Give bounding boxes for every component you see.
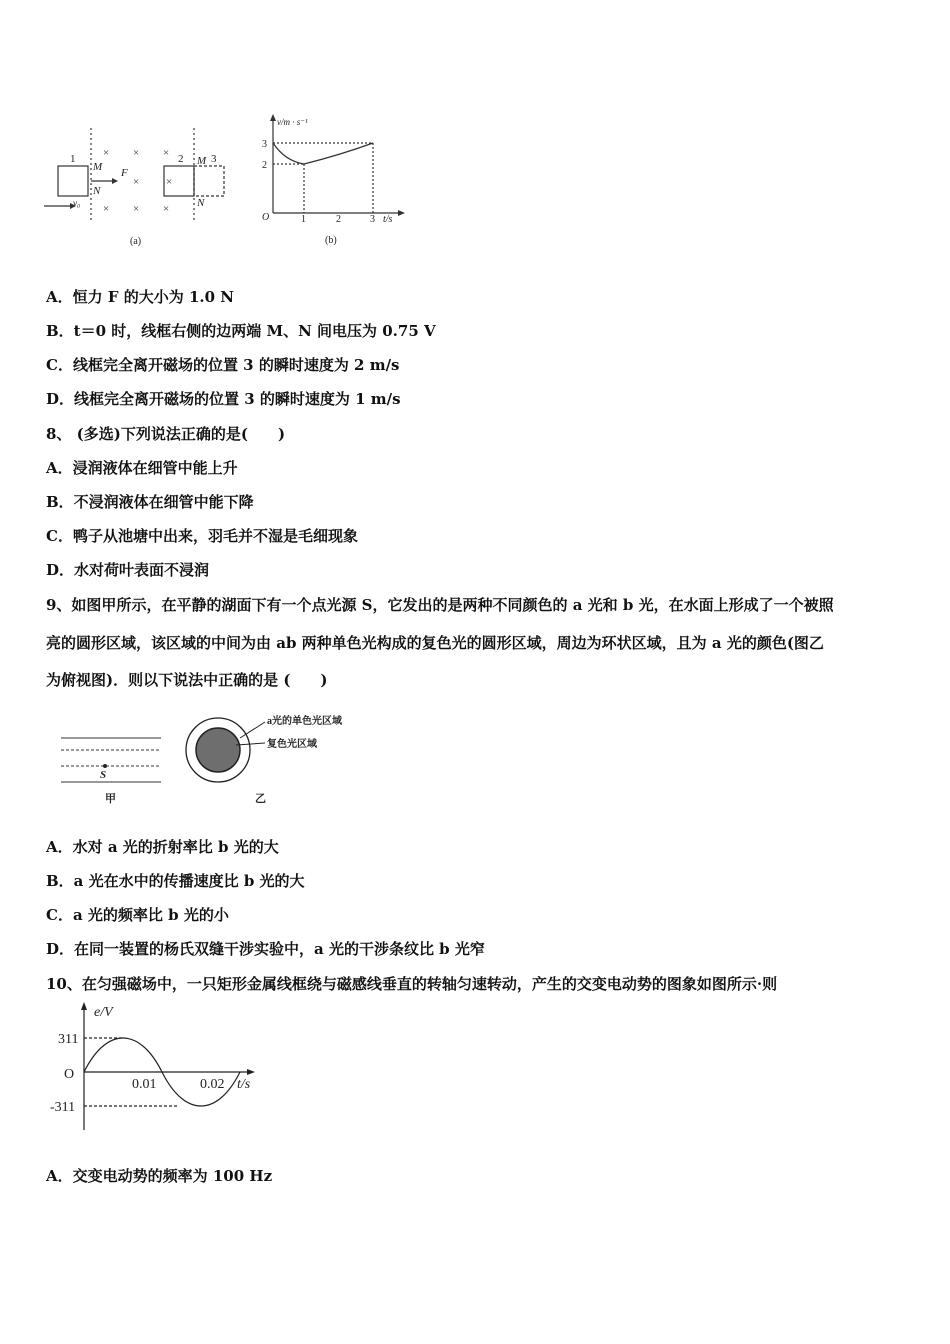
q8-option-a: A．浸润液体在细管中能上升 [46,459,238,477]
label-3: 3 [211,153,217,165]
graph-xlabel: t/s [237,1077,251,1092]
figure-q10-emf-graph [44,1000,274,1140]
graph-ymax-label: 311 [58,1032,79,1047]
svg-text:×: × [133,203,140,215]
caption-yi: 乙 [255,793,266,805]
light-source-point [103,764,107,768]
graph-origin: O [64,1067,75,1082]
label-F: F [121,167,128,179]
caption-jia: 甲 [105,793,116,805]
label-N: N [93,185,101,197]
pointer-line-2 [236,743,265,745]
q8-option-c: C．鸭子从池塘中出来，羽毛并不湿是毛细现象 [46,527,358,545]
figure-q7-a [40,118,240,253]
graph-x2-label: 0.02 [200,1077,225,1092]
b-ytick-3: 3 [262,139,267,150]
q7-option-d: D．线框完全离开磁场的位置 3 的瞬时速度为 1 m/s [46,390,401,408]
svg-text:×: × [163,147,170,159]
q9-option-a: A．水对 a 光的折射率比 b 光的大 [46,838,279,856]
b-xtick-3: 3 [370,214,375,225]
label-v0: v₀ [73,198,81,208]
label-1: 1 [70,153,76,165]
svg-text:×: × [133,176,140,188]
svg-text:×: × [103,203,110,215]
q10-option-a: A．交变电动势的频率为 100 Hz [46,1167,273,1185]
label-N2: N [197,197,205,209]
q9-option-c: C．a 光的频率比 b 光的小 [46,906,229,924]
q7-option-c: C．线框完全离开磁场的位置 3 的瞬时速度为 2 m/s [46,356,400,374]
label-M: M [93,161,103,173]
q9-stem-line-2: 亮的圆形区域，该区域的中间为由 ab 两种单色光构成的复色光的圆形区域，周边为环状区域，且为 a 光的颜色(图乙 [46,634,824,652]
b-ytick-2: 2 [262,160,267,171]
frame-position-3 [194,166,224,196]
label-2: 2 [178,153,184,165]
q10-stem: 10、在匀强磁场中，一只矩形金属线框绕与磁感线垂直的转轴匀速转动，产生的交变电动势的图象如图所示·则 [46,975,778,993]
label-composite-region: 复色光区域 [267,739,317,750]
label-a-region: a光的单色光区域 [267,716,342,727]
q7-option-b: B．t＝0 时，线框右侧的边两端 M、N 间电压为 0.75 V [46,322,436,340]
q9-stem-line-1: 9、如图甲所示，在平静的湖面下有一个点光源 S，它发出的是两种不同颜色的 a 光和 b 光，在水面上形成了一个被照 [46,596,834,614]
b-xtick-2: 2 [336,214,341,225]
label-M2: M [197,155,207,167]
svg-text:×: × [163,203,170,215]
b-origin: O [262,212,270,223]
figure-q9 [55,705,375,810]
label-S: S [100,769,107,781]
graph-x1-label: 0.01 [132,1077,157,1092]
b-xlabel: t/s [383,214,393,225]
caption-b: (b) [325,235,337,246]
graph-ylabel: e/V [94,1005,113,1020]
b-xtick-1: 1 [301,214,306,225]
q9-stem-line-3: 为俯视图)．则以下说法中正确的是 ( ) [46,671,328,689]
figure-q7-b [255,113,415,253]
graph-ymin-label: -311 [50,1100,76,1115]
q8-stem: 8、 (多选)下列说法正确的是( ) [46,425,286,443]
b-ylabel: v/m · s⁻¹ [277,117,308,127]
q9-option-d: D．在同一装置的杨氏双缝干涉实验中，a 光的干涉条纹比 b 光窄 [46,940,485,958]
svg-text:×: × [103,147,110,159]
composite-light-disc [196,728,240,772]
q8-option-d: D．水对荷叶表面不浸润 [46,561,210,579]
q9-option-b: B．a 光在水中的传播速度比 b 光的大 [46,872,305,890]
velocity-curve [273,143,373,164]
svg-text:×: × [133,147,140,159]
caption-a: (a) [130,236,142,247]
svg-text:×: × [166,176,173,188]
q8-option-b: B．不浸润液体在细管中能下降 [46,493,254,511]
q7-option-a: A．恒力 F 的大小为 1.0 N [46,288,234,306]
frame-position-1 [58,166,88,196]
